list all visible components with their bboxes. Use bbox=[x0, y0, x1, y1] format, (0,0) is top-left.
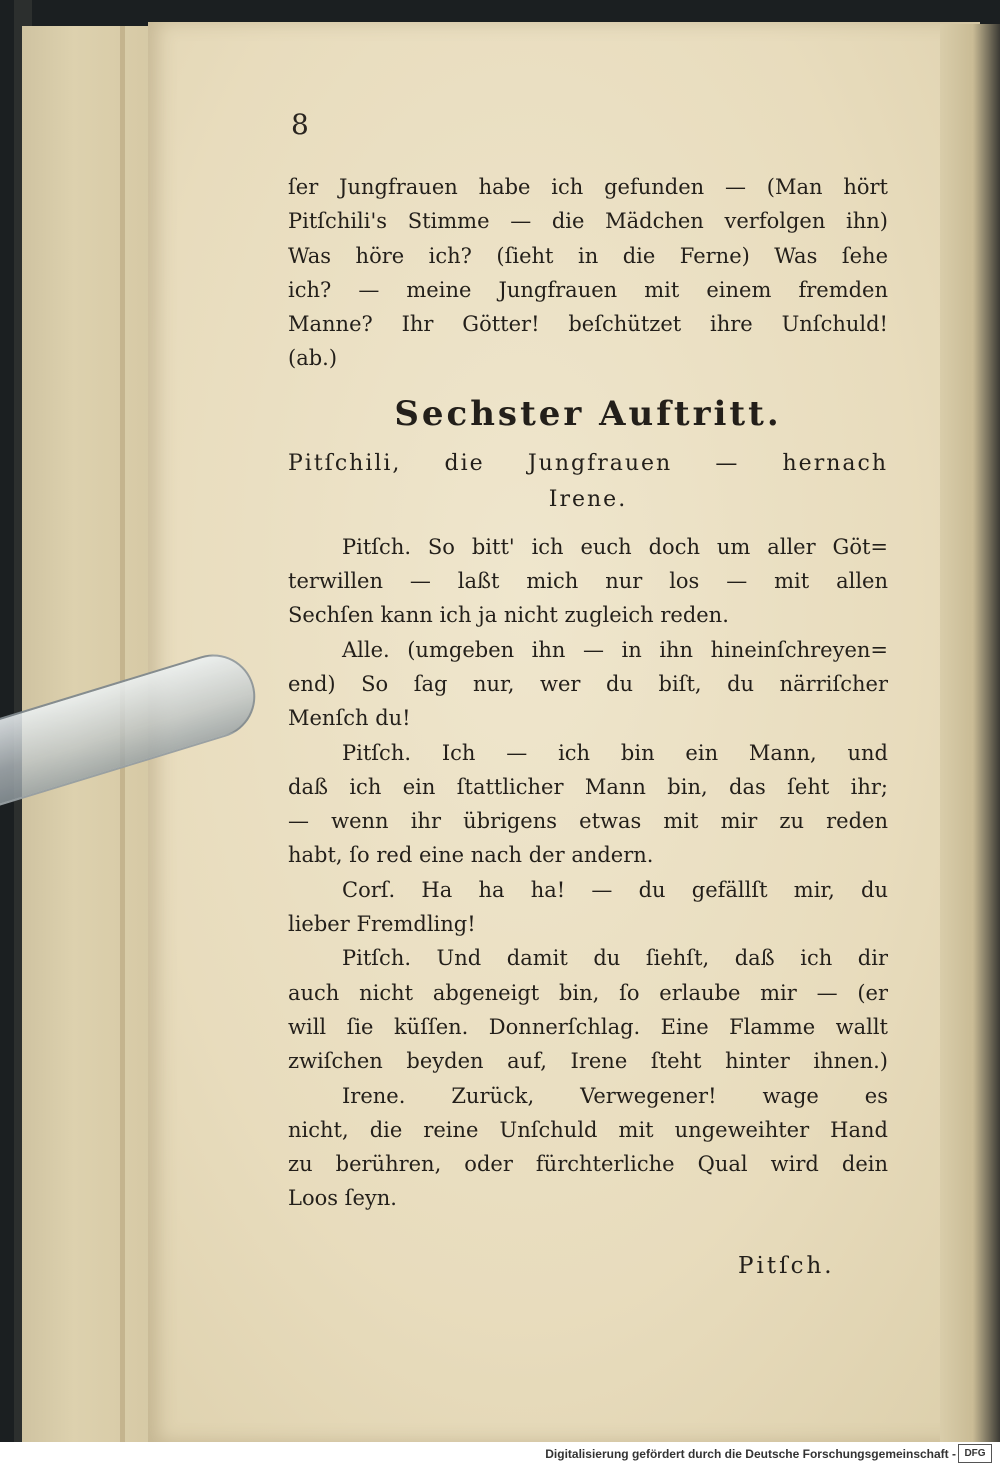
text-line: terwillen — laßt mich nur los — mit allen bbox=[288, 569, 888, 594]
text-line: end) So ſag nur, wer du biſt, du närriſcher bbox=[288, 671, 888, 696]
text-line: Corſ. Ha ha ha! — du gefällſt mir, du bbox=[342, 877, 888, 902]
text-line: — wenn ihr übrigens etwas mit mir zu reden bbox=[288, 809, 888, 834]
text-line: Menſch du! bbox=[288, 706, 411, 731]
page-text bbox=[288, 170, 888, 1216]
character-list: Pitſchili, die Jungfrauen — hernach bbox=[288, 450, 888, 476]
text-line: will ſie küſſen. Donnerſchlag. Eine Flamme wallt bbox=[288, 1014, 888, 1039]
text-line: Sechſen kann ich ja nicht zugleich reden. bbox=[288, 603, 729, 628]
text-line: Manne? Ihr Götter! beſchützet ihre Unſchuld! bbox=[288, 312, 888, 337]
text-line: Pitſchili's Stimme — die Mädchen verfolgen ihn) bbox=[288, 209, 888, 234]
text-line: zu berühren, oder fürchterliche Qual wird dein bbox=[288, 1152, 888, 1177]
text-line: (ab.) bbox=[288, 346, 338, 371]
text-line: Irene. Zurück, Verwegener! wage es bbox=[342, 1083, 888, 1108]
page-number: 8 bbox=[291, 108, 309, 141]
text-line: zwiſchen beyden auf, Irene ſteht hinter ihnen.) bbox=[288, 1049, 888, 1074]
page-fore-edge bbox=[940, 24, 1000, 1442]
text-line: daß ich ein ſtattlicher Mann bin, das ſeht ihr; bbox=[288, 774, 888, 799]
text-line: ſer Jungfrauen habe ich gefunden — (Man hört bbox=[288, 175, 888, 199]
text-line: Pitſch. Und damit du ſiehſt, daß ich dir bbox=[342, 946, 888, 971]
text-line: Alle. (umgeben ihn — in ihn hineinſchreyen= bbox=[342, 637, 888, 662]
character-list: Irene. bbox=[548, 486, 628, 512]
text-line: Was höre ich? (ſieht in die Ferne) Was ſehe bbox=[288, 243, 888, 268]
text-line: lieber Fremdling! bbox=[288, 912, 476, 937]
text-line: Pitſch. Ich — ich bin ein Mann, und bbox=[342, 740, 888, 765]
catchword: Pitſch. bbox=[738, 1253, 835, 1279]
text-line: ich? — meine Jungfrauen mit einem fremden bbox=[288, 277, 888, 302]
text-line: habt, ſo red eine nach der andern. bbox=[288, 843, 654, 868]
footer-credit: Digitalisierung gefördert durch die Deutsche Forschungsgemeinschaft - bbox=[545, 1447, 956, 1461]
text-line: auch nicht abgeneigt bin, ſo erlaube mir — (er bbox=[288, 980, 888, 1005]
text-line: Pitſch. So bitt' ich euch doch um aller Göt= bbox=[342, 534, 888, 559]
text-line: nicht, die reine Unſchuld mit ungeweihter Hand bbox=[288, 1117, 888, 1142]
text-line: Loos ſeyn. bbox=[288, 1186, 397, 1211]
scene-heading: Sechster Auftritt. bbox=[394, 393, 782, 434]
dfg-logo: DFG bbox=[958, 1444, 992, 1463]
